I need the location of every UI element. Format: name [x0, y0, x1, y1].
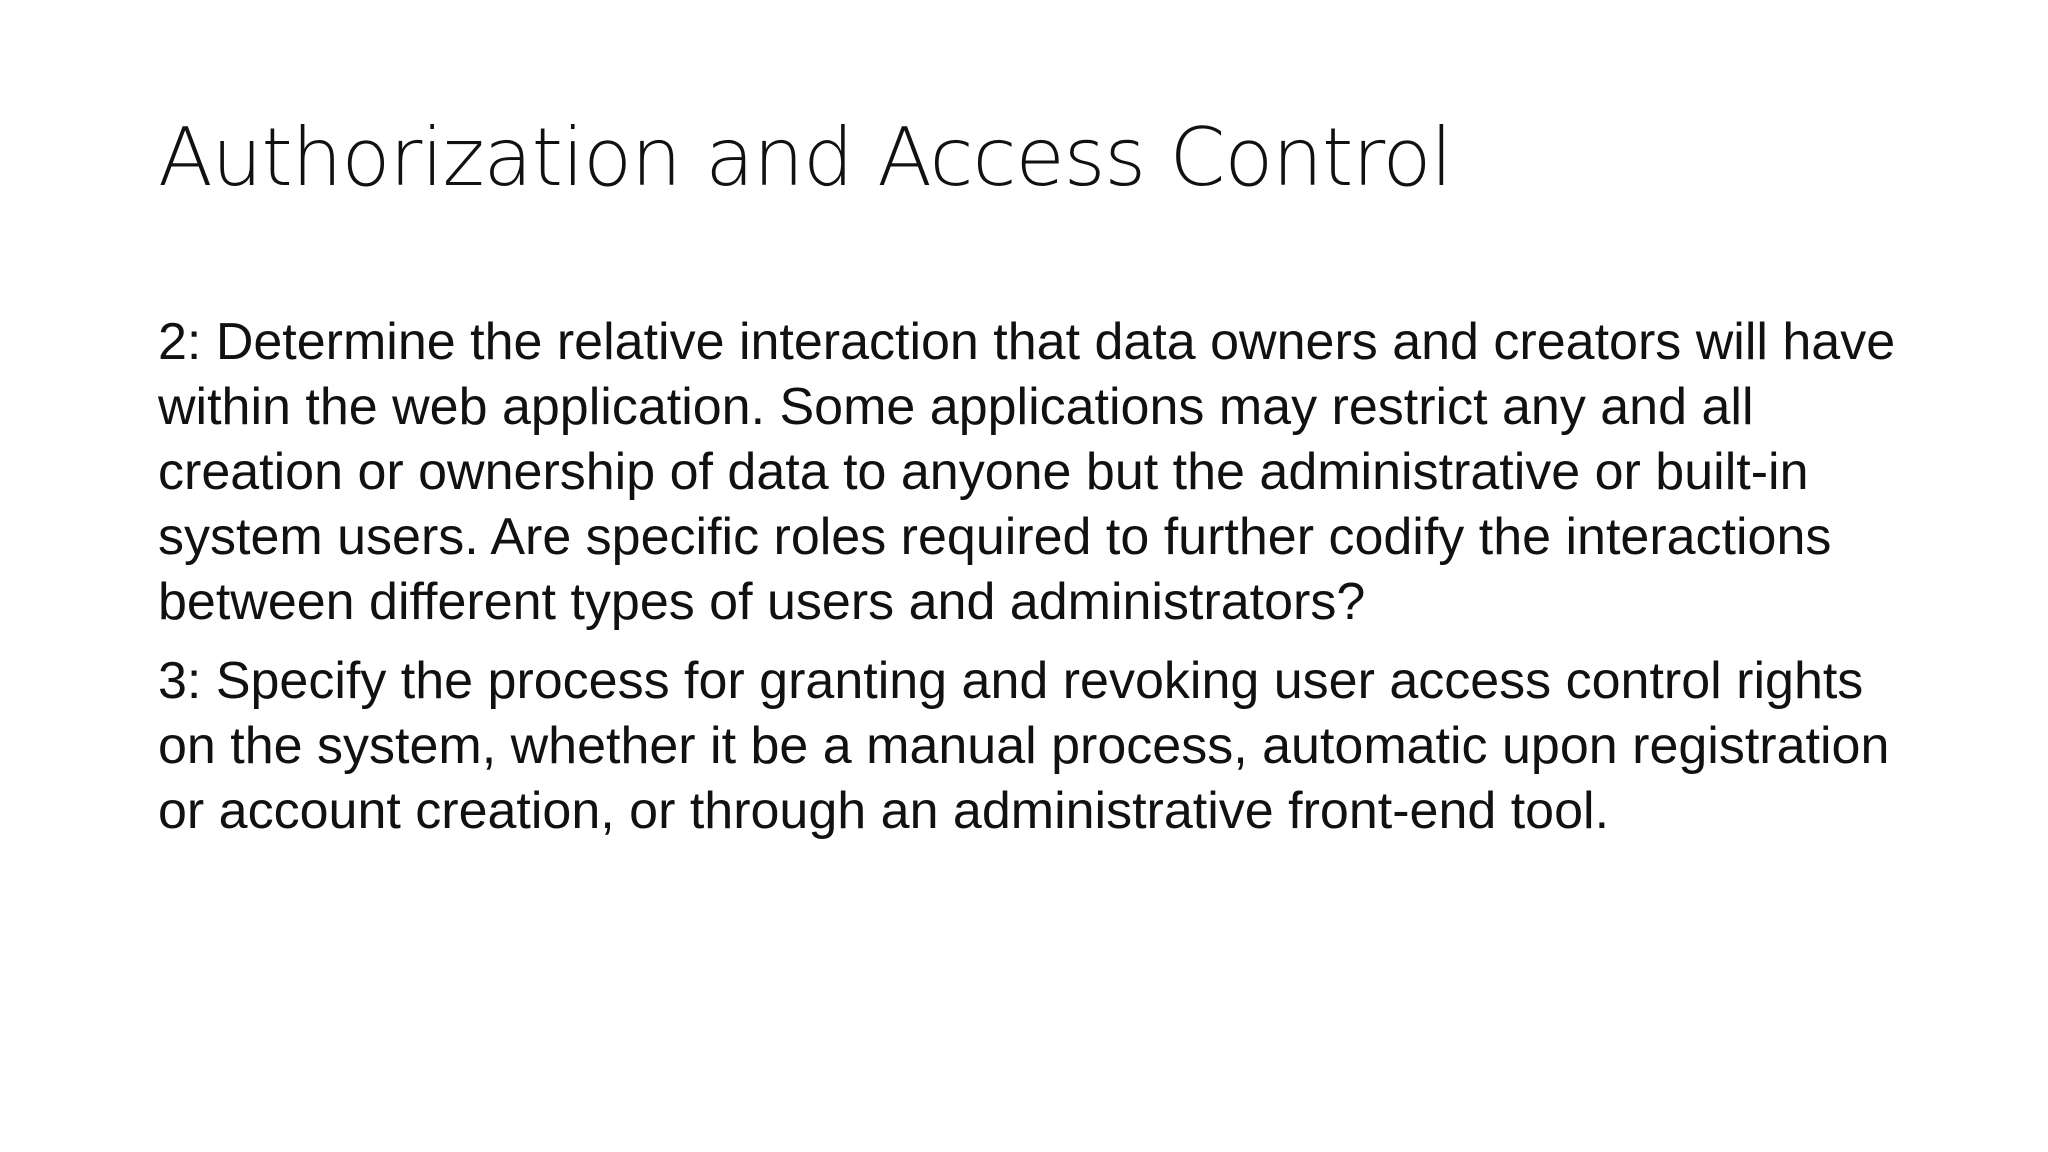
paragraph-step-3: 3: Specify the process for granting and revoking user access control rights on the system, whether it be a manual process, automatic upon registration or account creation, or through an administrative front-end tool.	[158, 652, 1890, 840]
slide-body	[158, 310, 1928, 858]
slide-title: Authorization and Access Control	[158, 111, 1452, 204]
paragraph-step-2: 2: Determine the relative interaction that data owners and creators will have within the web application. Some applications may restrict any and all creation or ownership of data to anyone but the administrative or built-in system users. Are specific roles required to further codify the interactions between different types of users and administrators?	[158, 313, 1896, 631]
